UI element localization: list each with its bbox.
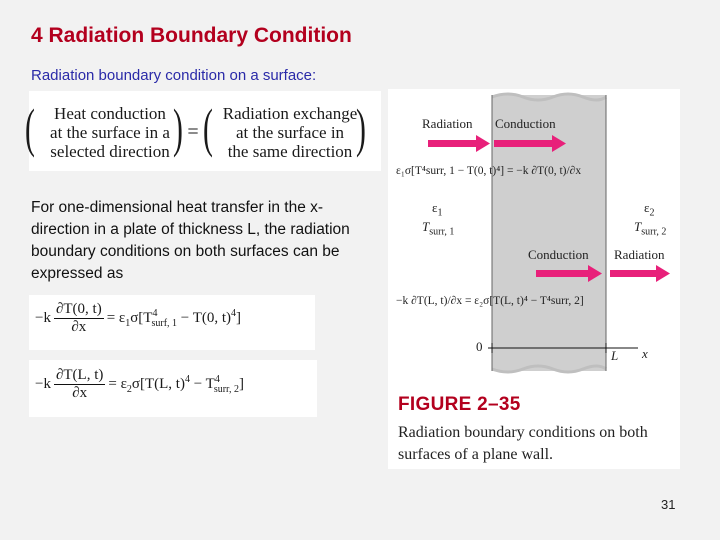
- label-conduction-right: Conduction: [528, 247, 589, 262]
- left-paren-close: ): [173, 98, 183, 158]
- equation-left: −k $\frac{\partial T(0, t)}{\partial x}$ = $\varepsilon_1\sigma[T^4_{surf, 1} - T(0$, t)$^4$]: [35, 301, 242, 335]
- label-conduction-left: Conduction: [495, 116, 556, 131]
- right-paren-open: (: [203, 98, 213, 158]
- page-number: 31: [661, 497, 676, 512]
- body-text: For one-dimensional heat transfer in the x-direction in a plate of thickness L, the radiation boundary conditions on both surfaces can be expressed as: [31, 199, 350, 282]
- radiation-arrowhead-left: [476, 135, 490, 152]
- statement-right: [215, 104, 365, 161]
- axis-x-label: x: [642, 346, 648, 361]
- statement-box: [25, 91, 381, 171]
- tsurr-2: $T_{surr, 2}$: [634, 219, 667, 238]
- plane-wall: [492, 95, 606, 371]
- equation-right: −k $\frac{\partial T(L, t)}{\partial x}$ = $\varepsilon_2\sigma[T(L$, $t)^4 - T^4_{surr, 2}$]: [35, 367, 244, 401]
- statement-left-line: Heat conduction: [54, 104, 166, 123]
- axis-origin: 0: [476, 339, 483, 354]
- figure-bottom-equation: −k ∂T(L, t)/∂x = ε₂σ[T(L, t)⁴ − T⁴surr, 2]: [396, 295, 584, 307]
- statement-left-line: at the surface in a: [50, 123, 170, 142]
- emissivity-1: $\varepsilon_1$: [432, 200, 443, 219]
- statement-right-line: the same direction: [227, 142, 353, 161]
- tsurr-1: $T_{surr, 1}$: [422, 219, 455, 238]
- figure-top-equation: ε₁σ[T⁴surr, 1 − T(0, t)⁴] = −k ∂T(0, t)/∂x: [396, 165, 582, 177]
- equation-right-box: [29, 360, 317, 417]
- statement-left: [35, 104, 185, 161]
- statement-left-line: selected direction: [50, 142, 170, 161]
- equation-left-box: [29, 295, 315, 350]
- left-paren-open: (: [25, 98, 35, 158]
- radiation-arrow-right: [610, 270, 658, 277]
- figure-caption: Radiation boundary conditions on both surfaces of a plane wall.: [398, 424, 648, 463]
- emissivity-2: $\varepsilon_2$: [644, 200, 655, 219]
- figure-heading: FIGURE 2–35: [398, 394, 521, 415]
- slide-title: 4 Radiation Boundary Condition: [31, 24, 352, 47]
- radiation-arrow-left: [428, 140, 478, 147]
- axis-thickness-label: L: [611, 348, 619, 363]
- statement-equals: =: [187, 121, 199, 143]
- statement-right-line: at the surface in: [235, 123, 345, 142]
- radiation-arrowhead-right: [656, 265, 670, 282]
- conduction-arrow-left: [494, 140, 554, 147]
- label-radiation-right: Radiation: [614, 247, 665, 262]
- slide-subtitle: Radiation boundary condition on a surface:: [31, 67, 317, 84]
- statement-right-line: Radiation exchange: [222, 104, 358, 123]
- right-paren-close: ): [356, 98, 366, 158]
- label-radiation-left: Radiation: [422, 116, 473, 131]
- conduction-arrow-right: [536, 270, 590, 277]
